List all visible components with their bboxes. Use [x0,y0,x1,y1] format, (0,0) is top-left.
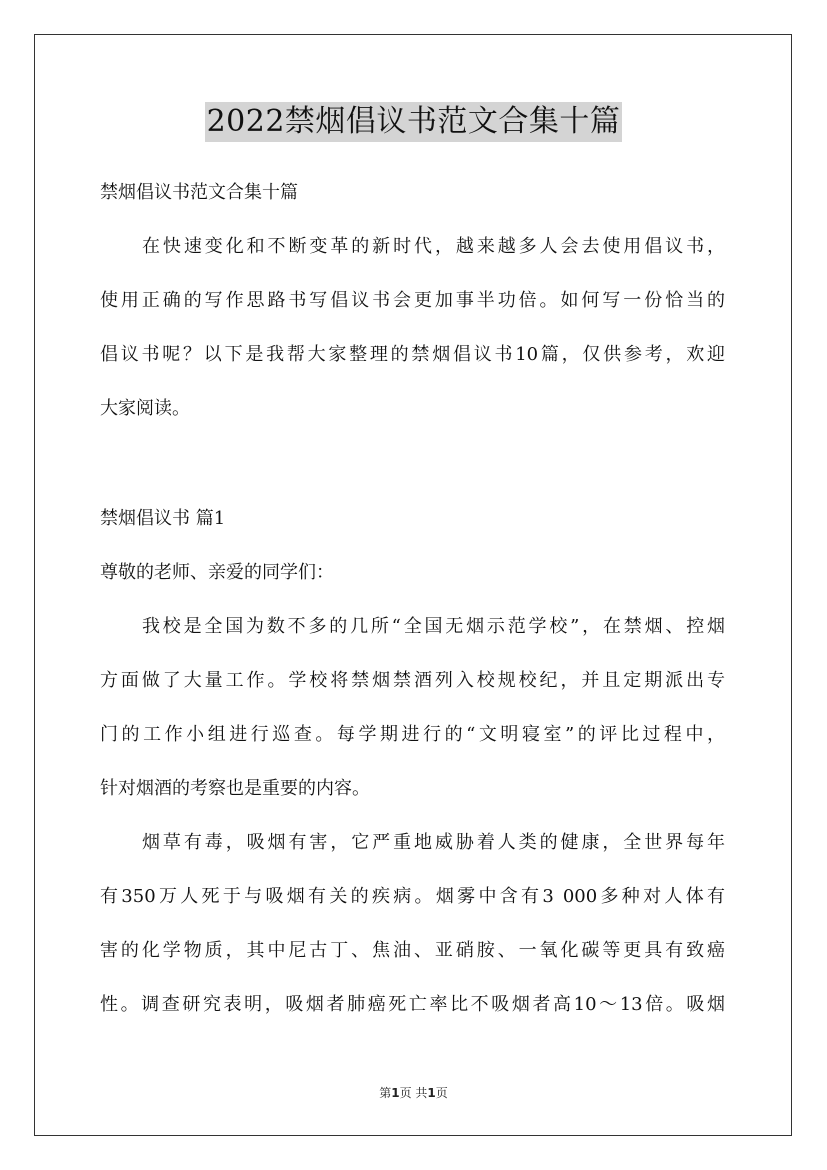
intro-line-1: 在快速变化和不断变革的新时代，越来越多人会去使用倡议书， [142,236,725,257]
para1-line-3: 门的工作小组进行巡查。每学期进行的“文明寝室”的评比过程中， [100,724,725,745]
para1-line-4: 针对烟酒的考察也是重要的内容。 [100,778,370,799]
title-wrap [0,102,827,142]
para1-line-1: 我校是全国为数不多的几所“全国无烟示范学校”，在禁烟、控烟 [142,616,725,637]
para1-line-2: 方面做了大量工作。学校将禁烟禁酒列入校规校纪，并且定期派出专 [100,670,725,691]
para2-line-4: 性。调查研究表明，吸烟者肺癌死亡率比不吸烟者高10～13倍。吸烟 [100,994,725,1015]
section-heading: 禁烟倡议书 篇1 [100,508,226,529]
para2-line-3: 害的化学物质，其中尼古丁、焦油、亚硝胺、一氧化碳等更具有致癌 [100,940,725,961]
document-subtitle: 禁烟倡议书范文合集十篇 [100,182,298,203]
intro-line-2: 使用正确的写作思路书写倡议书会更加事半功倍。如何写一份恰当的 [100,290,725,311]
page-footer [0,1084,827,1101]
intro-line-3: 倡议书呢？以下是我帮大家整理的禁烟倡议书10篇，仅供参考，欢迎 [100,344,725,365]
footer-page-number: 1 [391,1086,400,1100]
footer-suffix: 页 [435,1086,448,1100]
footer-total-pages: 1 [427,1086,436,1100]
footer-prefix: 第 [379,1086,392,1100]
para2-line-2: 有350万人死于与吸烟有关的疾病。烟雾中含有3 000多种对人体有 [100,886,725,907]
footer-mid: 页 共 [399,1086,428,1100]
salutation: 尊敬的老师、亲爱的同学们： [100,562,334,583]
document-title: 2022禁烟倡议书范文合集十篇 [205,102,623,142]
intro-line-4: 大家阅读。 [100,398,190,419]
para2-line-1: 烟草有毒，吸烟有害，它严重地威胁着人类的健康，全世界每年 [142,832,725,853]
